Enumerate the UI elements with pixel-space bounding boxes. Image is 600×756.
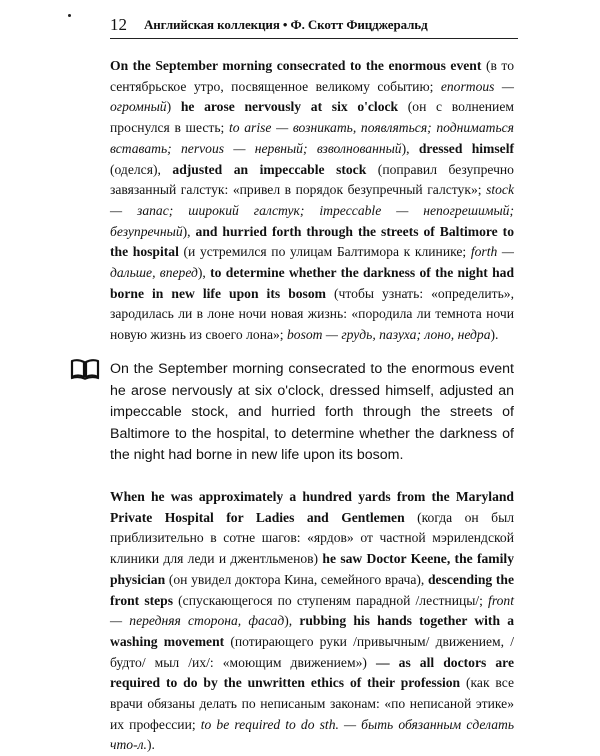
russian-translation: (он увидел доктора Кина, семейного врача), xyxy=(165,571,428,587)
russian-translation: (он с волнением проснулся в шесть; xyxy=(110,99,514,136)
punctuation: ). xyxy=(490,327,499,343)
stray-mark xyxy=(68,14,71,17)
russian-translation: (как все врачи обязаны делать по неписаным законам: «по неписаной этике» их профессии; xyxy=(110,675,514,732)
russian-translation: (оделся), xyxy=(110,161,173,177)
english-phrase: On the September morning consecrated to the enormous event xyxy=(110,58,482,73)
russian-translation: (когда он был приблизительно в сотне шагов: «ярдов» от частной мэрилендской клиники для леди и джентльменов) xyxy=(110,509,515,567)
russian-translation: (и устремился по улицам Балтимора к клинике; xyxy=(178,244,471,260)
russian-translation: (потирающего руки /привычным/ движением, /будто/ мыл /их/: «моющим движением») xyxy=(110,633,514,670)
open-book-icon xyxy=(70,358,100,380)
russian-translation: (спускающегося по ступеням парадной /лестницы/; xyxy=(173,592,489,608)
punctuation: ), xyxy=(182,223,196,239)
russian-translation: (в то сентябрьское утро, посвященное великому событию; xyxy=(110,58,514,94)
english-phrase: rubbing his hands together with a washing movement xyxy=(110,613,514,649)
russian-translation: (поправил безупречно завязанный галстук: «привел в порядок безупречный галстук»; xyxy=(110,161,514,198)
vocabulary-note: to be required to do sth. — быть обязанным сделать что-л. xyxy=(110,716,515,753)
annotated-paragraph-2 xyxy=(110,487,514,756)
english-phrase: he arose nervously at six o'clock xyxy=(180,99,399,115)
page-header xyxy=(110,14,518,39)
english-phrase: and hurried forth through the streets of Baltimore to the hospital xyxy=(110,223,514,260)
vocabulary-note: forth — дальше, вперед xyxy=(110,244,514,281)
punctuation: ) xyxy=(166,99,181,115)
vocabulary-note: bosom — грудь, пазуха; лоно, недра xyxy=(286,327,491,343)
original-text-paragraph: On the September morning consecrated to the enormous event he arose nervously at six o'clock, dressed himself, adjusted an impeccable stock, and hurried forth through the streets of Baltimore to the hospital, to determine whether the darkness of the night had borne in new life upon its bosom. xyxy=(110,361,514,463)
english-phrase: — as all doctors are required to do by the unwritten ethics of their profession xyxy=(110,654,514,691)
punctuation: ). xyxy=(146,737,155,753)
vocabulary-note: stock — запас; широкий галстук; impeccable — непогрешимый; безупречный xyxy=(110,182,514,239)
punctuation: ), xyxy=(197,265,211,281)
vocabulary-note: front — передняя сторона, фасад xyxy=(110,592,514,629)
punctuation: ), xyxy=(284,613,300,629)
english-phrase: he saw Doctor Keene, the family physician xyxy=(110,551,514,587)
english-phrase: to determine whether the darkness of the night had borne in new life upon its bosom xyxy=(110,265,515,301)
russian-translation: (чтобы узнать: «определить», зародилась ли в лоне ночи новая жизнь: «породила ли темнота ночи новую жизнь из своего лона»; xyxy=(110,285,515,343)
vocabulary-note: to arise — возникать, появляться; подниматься вставать; nervous — нервный; взволнованный xyxy=(110,120,514,156)
english-phrase: descending the front steps xyxy=(110,571,514,608)
english-phrase: dressed himself xyxy=(418,140,515,156)
vocabulary-note: enormous — огромный xyxy=(110,78,515,115)
punctuation: ), xyxy=(401,140,419,156)
page-number: 12 xyxy=(110,15,127,34)
annotated-paragraph-1 xyxy=(110,56,514,346)
english-phrase: When he was approximately a hundred yards from the Maryland Private Hospital for Ladies and Gentlemen xyxy=(110,489,514,525)
english-phrase: adjusted an impeccable stock xyxy=(172,161,367,177)
running-head: Английская коллекция • Ф. Скотт Фицджеральд xyxy=(144,17,428,32)
